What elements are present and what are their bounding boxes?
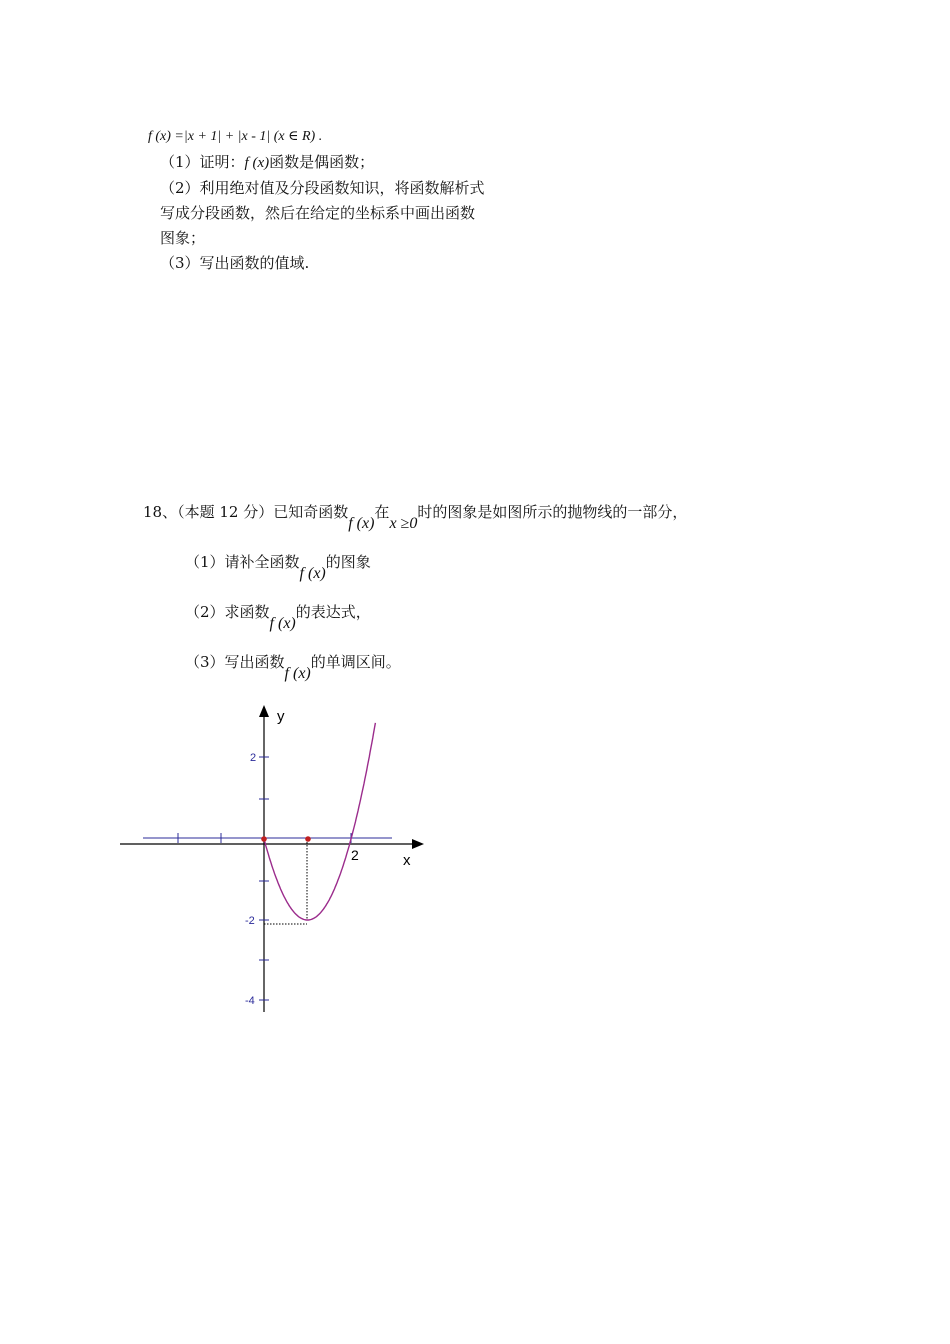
p17-part1-fx: f (x) <box>244 155 270 171</box>
y-tick-label: -2 <box>245 915 255 927</box>
p18-q3-suffix: 的单调区间。 <box>310 653 401 671</box>
x-axis-label: x <box>403 852 411 869</box>
parabola-curve <box>264 723 375 920</box>
p18-q2-fx: f (x) <box>269 615 296 632</box>
p17-part2-line2: 写成分段函数，然后在给定的坐标系中画出函数 <box>160 204 476 222</box>
p18-q2-suffix: 的表达式， <box>295 603 371 621</box>
p18-stem-cond: x ≥0 <box>389 515 418 532</box>
y-tick-label: 2 <box>250 752 257 764</box>
y-tick-label: -4 <box>245 995 255 1007</box>
p18-q3-prefix: （3）写出函数 <box>185 653 285 671</box>
x-axis-arrow <box>412 839 424 849</box>
y-axis-label: y <box>277 708 285 725</box>
p17-part1-prefix: （1）证明： <box>160 153 245 171</box>
p17-part3: （3）写出函数的值域. <box>160 254 310 272</box>
function-definition: f (x) =|x + 1| + |x - 1| (x ∈ R) . <box>148 129 323 144</box>
x-tick-label: 2 <box>351 847 359 863</box>
origin-point <box>261 836 267 842</box>
y-axis-arrow <box>259 705 269 717</box>
p18-stem-fx: f (x) <box>348 515 375 532</box>
p18-q2-prefix: （2）求函数 <box>185 603 270 621</box>
p18-number: 18、 <box>143 503 178 521</box>
p18-q1-suffix: 的图象 <box>325 553 371 571</box>
p17-part2-line1: （2）利用绝对值及分段函数知识，将函数解析式 <box>160 179 485 197</box>
vertex-x-point <box>305 836 311 842</box>
p18-q3-fx: f (x) <box>284 665 311 682</box>
p18-stem-b: 在 <box>374 503 390 521</box>
p18-stem-c: 时的图象是如图所示的抛物线的一部分， <box>417 503 688 521</box>
p18-stem-a: （本题 12 分）已知奇函数 <box>177 503 349 521</box>
p18-q1-prefix: （1）请补全函数 <box>185 553 300 571</box>
p17-part2-line3: 图象； <box>160 229 206 247</box>
p17-part1-suffix: 函数是偶函数； <box>269 153 375 171</box>
p18-q1-fx: f (x) <box>299 565 326 582</box>
